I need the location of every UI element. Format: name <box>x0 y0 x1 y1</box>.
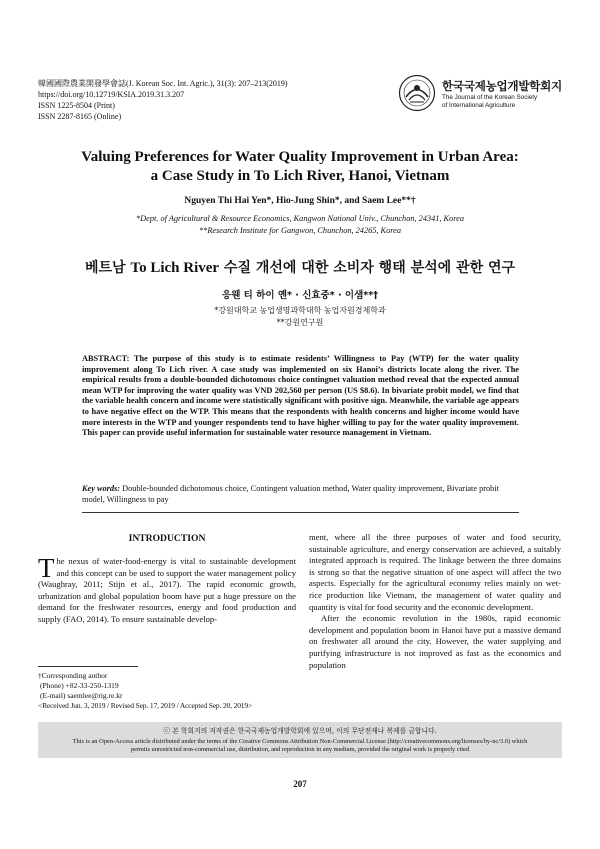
page-number: 207 <box>293 779 307 789</box>
abstract-label: ABSTRACT: <box>82 354 130 363</box>
keywords-text: Double-bounded dichotomous choice, Contingent valuation method, Water quality improvement, Bivariate probit model, Willingness to pay <box>82 484 499 504</box>
abstract-divider <box>82 512 519 513</box>
phone: (Phone) +82-33-250-1319 <box>40 681 119 690</box>
korean-title-river: To Lich River <box>130 260 220 276</box>
issn-online: ISSN 2287-8165 (Online) <box>38 112 122 121</box>
korean-title-part3: 수질 개선에 대한 소비자 행태 분석에 관한 연구 <box>219 260 516 276</box>
footnote-divider <box>38 666 138 667</box>
footnote <box>38 671 300 711</box>
citation: 韓國國際農業開發學會誌(J. Korean Soc. Int. Agric.), 31(3): 207–213(2019) <box>38 79 288 88</box>
received-dates: <Received Jun. 3, 2019 / Revised Sep. 17, 2019 / Accepted Sep. 20, 2019> <box>38 701 253 710</box>
copyright-box <box>38 722 562 758</box>
paper-title-line1: Valuing Preferences for Water Quality Improvement in Urban Area: <box>81 149 519 165</box>
korean-title-part1: 베트남 <box>84 260 131 276</box>
introduction-heading: INTRODUCTION <box>128 533 206 544</box>
license-line-2: permits unrestricted non-commercial use, distribution, and reproduction in any medium, provided the original work is properly cited <box>130 746 470 753</box>
left-column <box>38 553 296 626</box>
korean-affiliation-2: **강원연구원 <box>276 318 324 327</box>
corresponding-author: †Corresponding author <box>38 671 108 680</box>
issn-print: ISSN 1225-8504 (Print) <box>38 101 115 110</box>
intro-paragraph-1-text: he nexus of water-food-energy is vital to sustainable development and this concept can be used to support the water management policy (Waughray, 2011; Stijn et al., 2017). The rapid economic growth, urbanization and global population boom have put a huge pressure on the demand for the freshwater resources, energy and food production and supply (FAO, 2014). To ensure sustainable develop- <box>38 556 296 624</box>
logo-english-line2: of International Agriculture <box>442 102 516 109</box>
intro-paragraph-1-cont: ment, where all the three purposes of water and food security, sustainable agriculture, and energy conservation are achieved, a suitably integrated approach is required. The linkage between the three domains is strong so that the negative situation of one aspect will affect the two aspects. Especially for the agricultural economy relies mainly on wet-rice production like Vietnam, the management of water quality and quantity is vital for food security and the economic development. <box>309 532 561 612</box>
affiliation-2: **Research Institute for Gangwon, Chunchon, 24265, Korea <box>199 226 401 235</box>
korean-authors: 응웬 티 하이 옌* · 신효중* · 이샘**† <box>222 290 378 301</box>
doi-link[interactable]: https://doi.org/10.12719/KSIA.2019.31.3.207 <box>38 90 185 99</box>
intro-paragraph-2: After the economic revolution in the 1980s, rapid economic development and population boom in Hanoi have put a massive demand on freshwater all around the city. However, the water supplying and purifying infrastructure is not improved as fast as the economics and population <box>309 613 561 670</box>
keywords <box>82 484 519 505</box>
affiliation-1: *Dept. of Agricultural & Resource Economics, Kangwon National Univ., Chunchon, 24341, Korea <box>136 214 464 223</box>
email: (E-mail) saemlee@rig.re.kr <box>40 691 123 700</box>
korean-affiliation-1: *강원대학교 농업생명과학대학 농업자원경제학과 <box>214 306 386 315</box>
authors: Nguyen Thi Hai Yen*, Hio-Jung Shin*, and Saem Lee**† <box>184 196 416 206</box>
journal-meta <box>38 78 288 122</box>
logo-english-name <box>442 94 537 110</box>
license-line-1: This is an Open-Access article distributed under the terms of the Creative Commons Attribution Non-Commercial License (http://creativecommons.org/licenses/by-nc/3.0) which <box>72 738 528 745</box>
abstract <box>82 354 519 439</box>
keywords-label: Key words: <box>82 484 121 493</box>
intro-paragraph-1 <box>38 553 296 626</box>
abstract-text: The purpose of this study is to estimate residents’ Willingness to Pay (WTP) for the water quality improvement along To Lich river. A case study was implemented on six Hanoi’s districts locate along the river. The empirical results from a double-bounded dichotomous choice contingnet valuation method reveal that the expected annual mean WTP for improving the water quality was VND 202,560 per person (US $8.6). In bivariate probit model, we find that the variable health concern and income were statistically significant with positive sign. Meanwhile, the variable age appears to have negative effect on the WTP. This means that the respondents with health concerns and higher income would have more interests in the WTP and younger respondents tend to have higher willing to pay for the water quality improvement. This paper can provide useful information for sustainable water resource management in Vietnam. <box>82 354 519 438</box>
society-emblem-icon <box>398 74 436 112</box>
right-column <box>309 532 561 671</box>
society-logo <box>398 74 563 112</box>
copyright-korean: ⓒ 본 학회지의 저작권은 한국국제농업개발학회에 있으며, 이의 무단전재나 복제를 금합니다. <box>163 727 437 735</box>
drop-cap: T <box>38 553 55 583</box>
korean-title <box>40 257 560 277</box>
logo-korean-name: 한국국제농업개발학회지 <box>442 79 562 93</box>
paper-title-line2: a Case Study in To Lich River, Hanoi, Vietnam <box>150 168 450 184</box>
logo-english-line1: The Journal of the Korean Society <box>442 94 538 101</box>
